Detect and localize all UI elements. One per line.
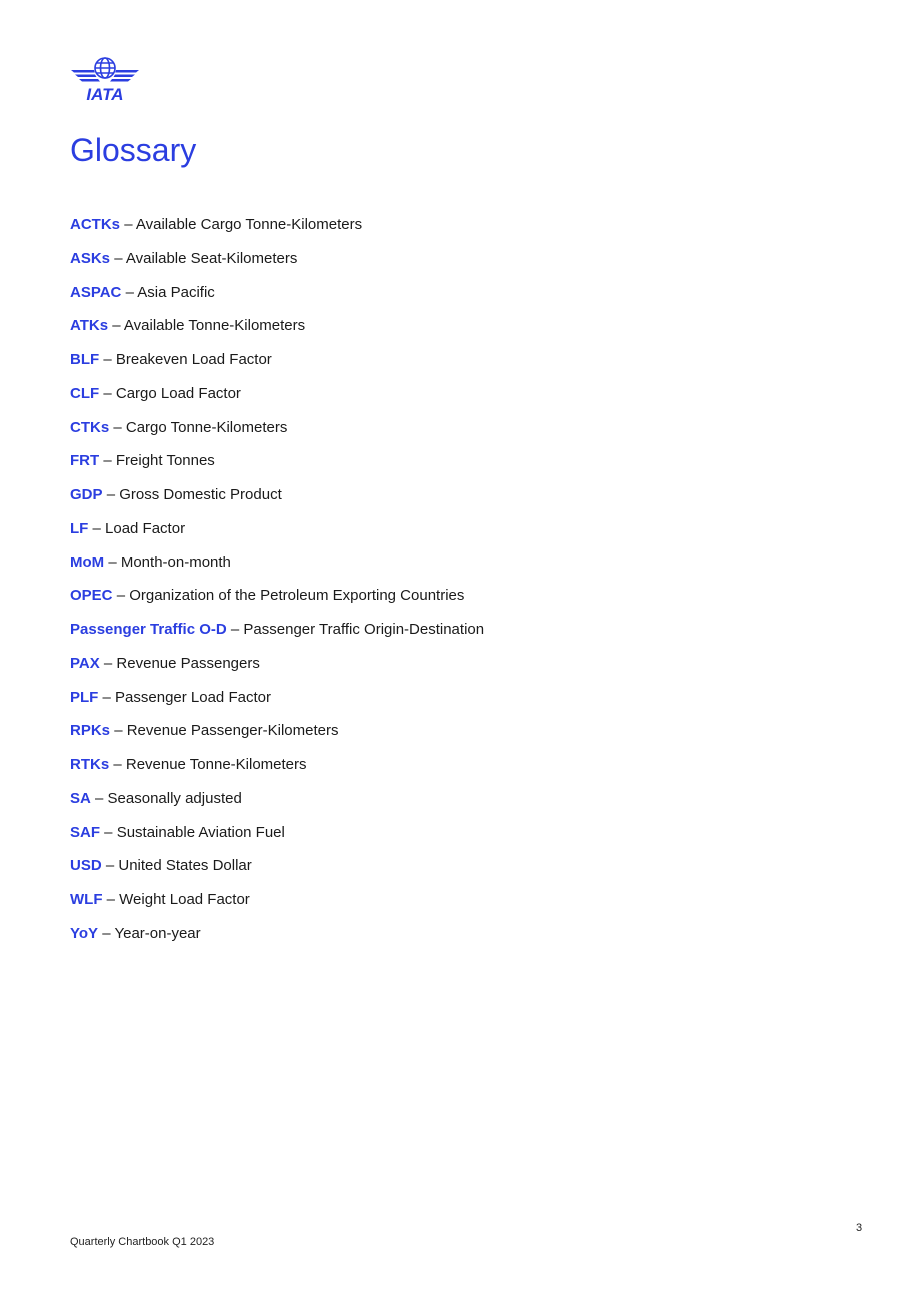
glossary-definition: Cargo Tonne-Kilometers — [125, 418, 288, 436]
glossary-item — [70, 687, 484, 721]
glossary-definition: Revenue Passengers — [116, 654, 260, 672]
glossary-item — [70, 889, 484, 923]
glossary-definition: Load Factor — [105, 519, 186, 537]
glossary-item — [70, 282, 484, 316]
glossary-item — [70, 484, 484, 518]
glossary-separator: – — [104, 823, 113, 841]
glossary-separator: – — [103, 452, 112, 470]
glossary-separator: – — [113, 756, 122, 773]
glossary-item — [70, 923, 484, 957]
glossary-separator: – — [112, 317, 121, 335]
glossary-term: CLF — [70, 384, 100, 402]
glossary-term: Passenger Traffic O-D — [70, 621, 227, 638]
glossary-definition: Cargo Load Factor — [115, 384, 241, 402]
glossary-separator: – — [103, 351, 112, 368]
wings-icon — [71, 70, 139, 82]
glossary-term: GDP — [70, 486, 103, 503]
glossary-definition: Seasonally adjusted — [107, 789, 242, 807]
glossary-term: ACTKs — [70, 216, 121, 233]
footer-document-title: Quarterly Chartbook Q1 2023 — [70, 1236, 215, 1248]
glossary-item — [70, 720, 484, 754]
glossary-list — [70, 214, 484, 957]
glossary-term: BLF — [70, 351, 100, 368]
glossary-item — [70, 214, 484, 248]
glossary-term: MoM — [70, 553, 105, 571]
glossary-term: FRT — [70, 452, 100, 470]
glossary-separator: – — [124, 216, 133, 233]
glossary-separator: – — [106, 486, 116, 503]
glossary-term: CTKs — [70, 418, 110, 436]
glossary-definition: Gross Domestic Product — [119, 486, 282, 503]
glossary-separator: – — [103, 384, 112, 402]
glossary-definition: Organization of the Petroleum Exporting Countries — [129, 587, 465, 605]
glossary-term: ASPAC — [70, 283, 122, 301]
glossary-item — [70, 619, 484, 653]
glossary-term: LF — [70, 519, 89, 537]
glossary-definition: Passenger Load Factor — [115, 688, 271, 706]
glossary-separator: – — [103, 654, 113, 672]
glossary-term: SA — [70, 789, 91, 807]
glossary-term: PLF — [70, 688, 99, 706]
glossary-term: OPEC — [70, 587, 113, 605]
glossary-definition: Asia Pacific — [137, 283, 215, 301]
glossary-separator: – — [113, 418, 122, 436]
glossary-term: WLF — [70, 891, 103, 908]
glossary-definition: Revenue Passenger-Kilometers — [126, 722, 339, 740]
glossary-term: YoY — [70, 924, 99, 942]
glossary-separator: – — [125, 283, 134, 301]
glossary-separator: – — [102, 688, 111, 706]
glossary-item — [70, 518, 484, 552]
glossary-item — [70, 855, 484, 889]
glossary-separator: – — [230, 621, 240, 638]
glossary-item — [70, 788, 484, 822]
glossary-item — [70, 653, 484, 687]
glossary-definition: Freight Tonnes — [115, 452, 215, 470]
glossary-separator: – — [108, 553, 117, 571]
glossary-item — [70, 585, 484, 619]
glossary-term: USD — [70, 857, 102, 875]
glossary-item — [70, 450, 484, 484]
glossary-definition: Available Cargo Tonne-Kilometers — [135, 216, 363, 233]
glossary-separator: – — [95, 789, 104, 807]
glossary-definition: Passenger Traffic Origin-Destination — [243, 621, 485, 638]
glossary-term: RPKs — [70, 722, 111, 740]
glossary-definition: United States Dollar — [118, 857, 252, 875]
glossary-separator: – — [114, 722, 123, 740]
glossary-separator: – — [92, 519, 101, 537]
glossary-item — [70, 315, 484, 349]
glossary-item — [70, 349, 484, 383]
logo-wordmark: IATA — [86, 85, 124, 102]
page-title: Glossary — [70, 132, 197, 168]
glossary-definition: Revenue Tonne-Kilometers — [125, 756, 307, 773]
glossary-definition: Available Seat-Kilometers — [125, 249, 298, 267]
glossary-definition: Sustainable Aviation Fuel — [116, 823, 285, 841]
glossary-definition: Breakeven Load Factor — [115, 351, 272, 368]
glossary-term: ASKs — [70, 249, 111, 267]
glossary-definition: Month-on-month — [120, 553, 231, 571]
glossary-term: RTKs — [70, 756, 110, 773]
glossary-item — [70, 552, 484, 586]
glossary-item — [70, 383, 484, 417]
glossary-item — [70, 248, 484, 282]
globe-icon — [95, 58, 115, 78]
iata-logo — [69, 56, 141, 102]
glossary-item — [70, 822, 484, 856]
glossary-definition: Weight Load Factor — [119, 891, 250, 908]
glossary-term: PAX — [70, 654, 100, 672]
glossary-item — [70, 754, 484, 788]
glossary-separator: – — [116, 587, 126, 605]
glossary-separator: – — [106, 891, 115, 908]
glossary-separator: – — [102, 924, 111, 942]
glossary-definition: Available Tonne-Kilometers — [123, 317, 306, 335]
glossary-term: ATKs — [70, 317, 109, 335]
glossary-term: SAF — [70, 823, 100, 841]
glossary-separator: – — [114, 249, 123, 267]
glossary-definition: Year-on-year — [114, 924, 201, 942]
glossary-item — [70, 417, 484, 451]
page-number: 3 — [856, 1222, 863, 1234]
glossary-separator: – — [105, 857, 115, 875]
